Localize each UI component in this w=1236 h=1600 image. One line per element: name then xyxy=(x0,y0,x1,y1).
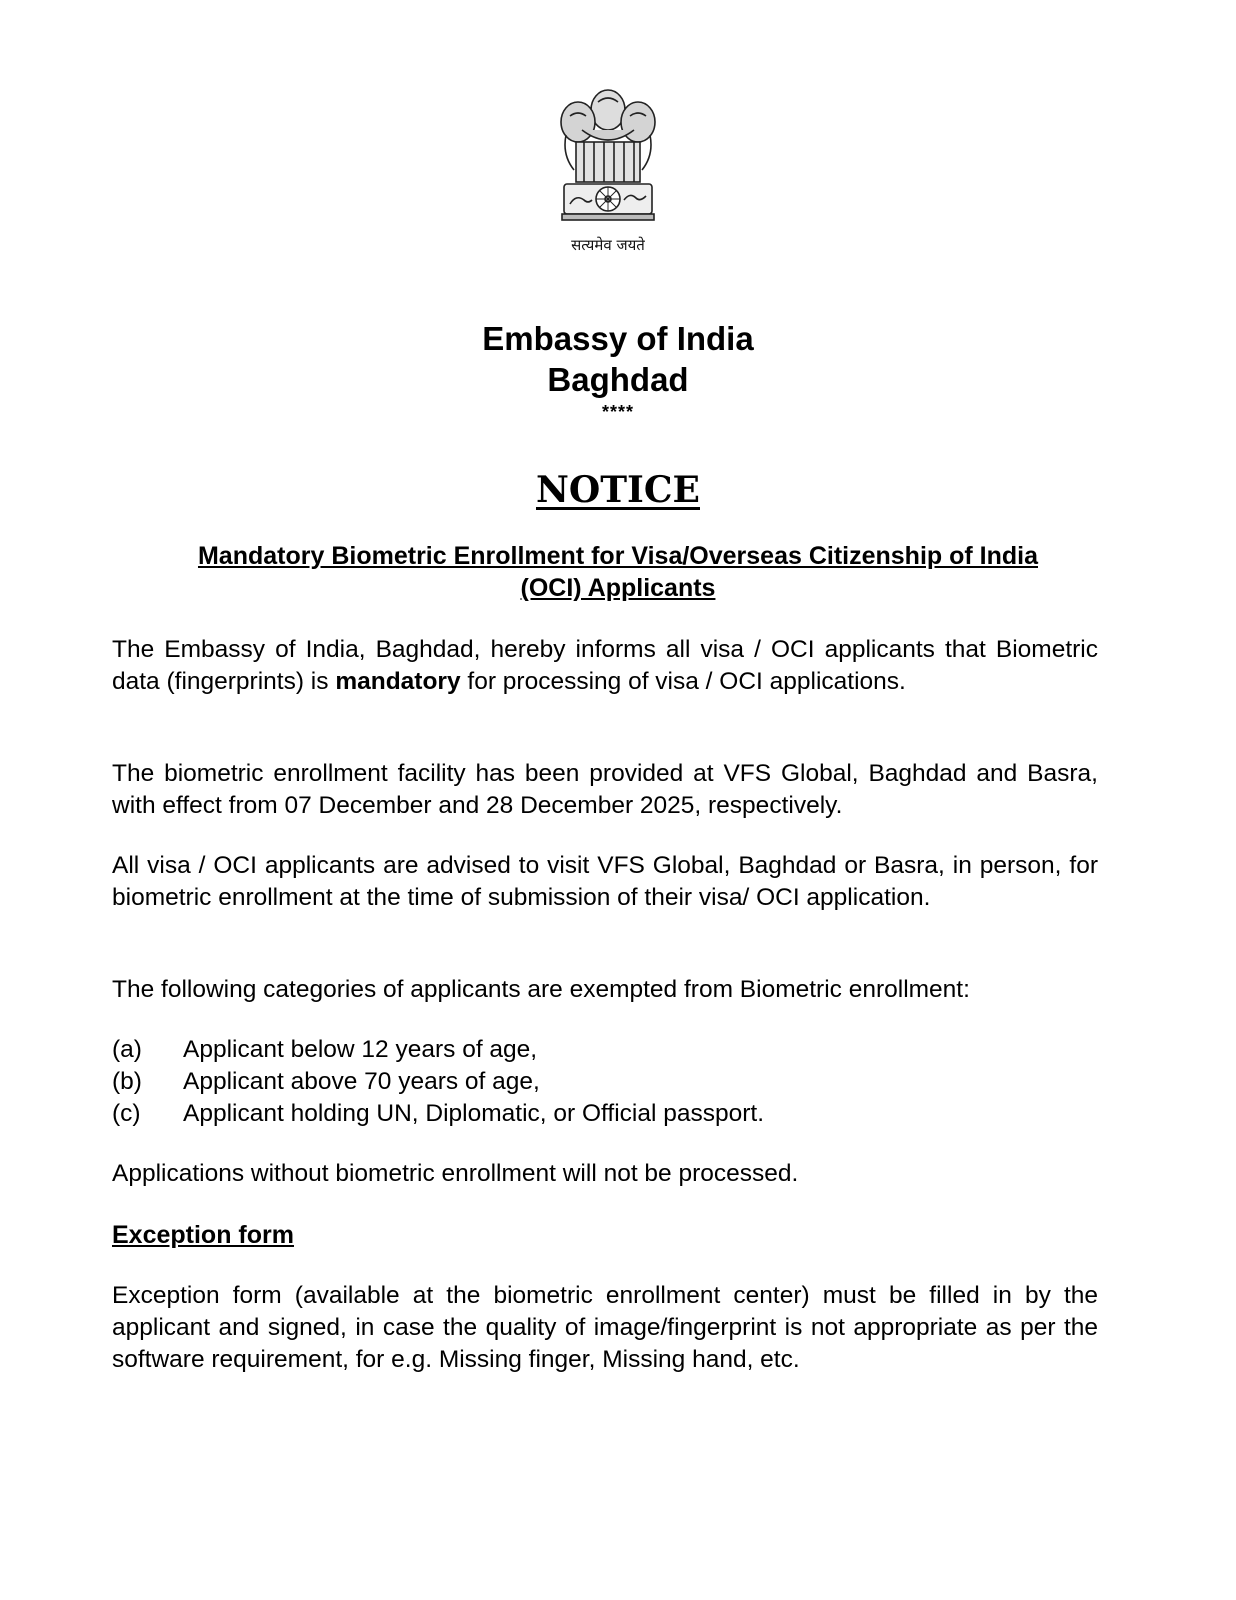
paragraph-not-processed: Applications without biometric enrollment will not be processed. xyxy=(112,1160,799,1187)
emblem-motto: सत्यमेव जयते xyxy=(571,236,645,254)
notice-title-text: NOTICE xyxy=(536,469,700,511)
p1-text-after: for processing of visa / OCI applications. xyxy=(460,668,906,695)
subject-line-2: (OCI) Applicants xyxy=(520,574,716,602)
exception-form-heading: Exception form xyxy=(112,1221,294,1249)
notice-subject xyxy=(118,540,1118,604)
paragraph-enrollment-facility: The biometric enrollment facility has been provided at VFS Global, Baghdad and Basra, with effect from 07 December and 28 December 2025, respectively. xyxy=(112,760,1098,819)
state-emblem-of-india-icon xyxy=(552,80,664,260)
paragraph-exemptions-intro: The following categories of applicants are exempted from Biometric enrollment: xyxy=(112,976,970,1003)
p1-text-before: The Embassy of India, Baghdad, hereby informs all visa / OCI applicants that Biometric data (fingerprints) is xyxy=(112,636,1098,695)
embassy-name xyxy=(0,318,1236,400)
separator-stars: **** xyxy=(601,402,635,422)
paragraph-exception-form: Exception form (available at the biometric enrollment center) must be filled in by the applicant and signed, in case the quality of image/fingerprint is not appropriate as per the software requirement, for e.g. Missing finger, Missing hand, etc. xyxy=(112,1282,1098,1373)
list-marker: (c) xyxy=(112,1100,141,1127)
list-item xyxy=(112,1034,764,1066)
org-line-1: Embassy of India xyxy=(482,320,754,357)
list-item xyxy=(112,1098,764,1130)
list-item-text: Applicant holding UN, Diplomatic, or Official passport. xyxy=(183,1100,765,1127)
list-item-text: Applicant above 70 years of age, xyxy=(183,1068,540,1095)
p1-bold-mandatory: mandatory xyxy=(335,668,461,695)
org-line-2: Baghdad xyxy=(547,361,689,398)
list-item-text: Applicant below 12 years of age, xyxy=(183,1036,538,1063)
paragraph-visit-vfs: All visa / OCI applicants are advised to visit VFS Global, Baghdad or Basra, in person, for biometric enrollment at the time of submission of their visa/ OCI application. xyxy=(112,852,1098,911)
notice-title xyxy=(0,466,1236,514)
list-marker: (a) xyxy=(112,1036,142,1063)
list-item xyxy=(112,1066,764,1098)
exemption-list xyxy=(112,1034,764,1130)
list-marker: (b) xyxy=(112,1068,142,1095)
paragraph-mandatory-biometrics xyxy=(112,634,1098,698)
subject-line-1: Mandatory Biometric Enrollment for Visa/Overseas Citizenship of India xyxy=(197,542,1038,570)
